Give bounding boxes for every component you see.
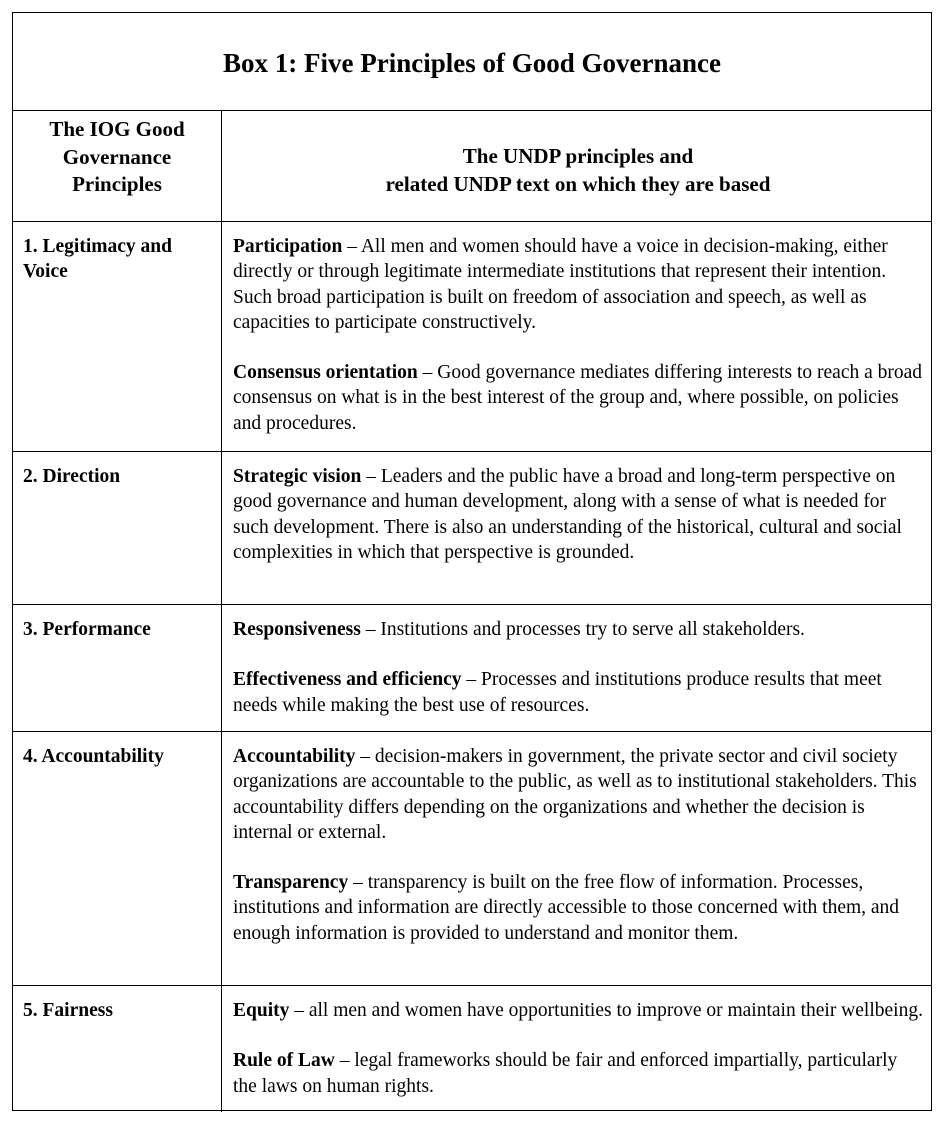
principle-name: 5. Fairness [13, 986, 222, 1112]
principle-text: – Institutions and processes try to serve all stakeholders. [360, 619, 805, 640]
description-paragraph [233, 870, 923, 946]
title-row [13, 13, 931, 111]
header-undp-line1: The UNDP principles and [462, 144, 694, 168]
principles-table [13, 111, 931, 1112]
principle-text: – Processes and institutions produce results that meet needs while making the best use of resources. [233, 669, 882, 716]
principle-term: Participation [233, 236, 343, 257]
description-paragraph [233, 667, 923, 718]
description-paragraph [233, 1048, 923, 1099]
principle-term: Consensus orientation [233, 362, 418, 384]
principle-text: – All men and women should have a voice in decision-making, either directly or through legitimate intermediate institutions that represent their intention. Such broad participation is built on freedom of association and speech, as well as capacities to participate constructively. [233, 236, 888, 333]
description-paragraph [233, 360, 923, 436]
principle-name: 3. Performance [13, 605, 222, 731]
description-paragraph [233, 464, 923, 565]
table-row [13, 452, 931, 605]
principle-term: Equity [233, 1000, 290, 1021]
principle-description [222, 986, 931, 1112]
principle-description [222, 222, 931, 451]
principle-text: – all men and women have opportunities to improve or maintain their wellbeing. [289, 1000, 923, 1021]
principle-description [222, 452, 931, 604]
principle-name: 4. Accountability [13, 732, 222, 985]
principle-term: Responsiveness [233, 619, 361, 640]
governance-box [12, 12, 932, 1111]
principle-term: Rule of Law [233, 1050, 335, 1072]
principle-name: 1. Legitimacy and Voice [13, 222, 222, 451]
principle-text: – transparency is built on the free flow of information. Processes, institutions and information are directly accessible to those concerned with them, and enough information is provided to understand and monitor them. [233, 872, 900, 944]
principle-term: Strategic vision [233, 466, 362, 487]
table-row [13, 222, 931, 452]
header-undp-principles [222, 111, 931, 221]
principle-term: Transparency [233, 872, 349, 894]
principle-name: 2. Direction [13, 452, 222, 604]
header-undp-line2: related UNDP text on which they are based [385, 171, 771, 196]
table-header-row [13, 111, 931, 222]
principle-term: Effectiveness and efficiency [233, 669, 462, 691]
table-row [13, 732, 931, 986]
principle-description [222, 605, 931, 731]
principle-term: Accountability [233, 746, 356, 767]
table-row [13, 986, 931, 1112]
principle-text: – Leaders and the public have a broad and long-term perspective on good governance and human development, along with a sense of what is needed for such development. There is also an understanding of the historical, cultural and social complexities in which that perspective is grounded. [233, 466, 902, 563]
box-title: Box 1: Five Principles of Good Governance [223, 48, 721, 78]
principle-text: – legal frameworks should be fair and enforced impartially, particularly the laws on human rights. [233, 1050, 898, 1097]
principle-text: – Good governance mediates differing interests to reach a broad consensus on what is in the best interest of the group and, where possible, on policies and procedures. [233, 362, 923, 434]
description-paragraph [233, 998, 923, 1023]
description-paragraph [233, 617, 923, 642]
description-paragraph [233, 234, 923, 335]
table-row [13, 605, 931, 732]
principle-text: – decision-makers in government, the private sector and civil society organizations are accountable to the public, as well as to institutional stakeholders. This accountability differs depending on the organizations and whether the decision is internal or external. [233, 746, 917, 843]
description-paragraph [233, 744, 923, 845]
header-iog-principles: The IOG Good Governance Principles [13, 111, 222, 221]
principle-description [222, 732, 931, 985]
